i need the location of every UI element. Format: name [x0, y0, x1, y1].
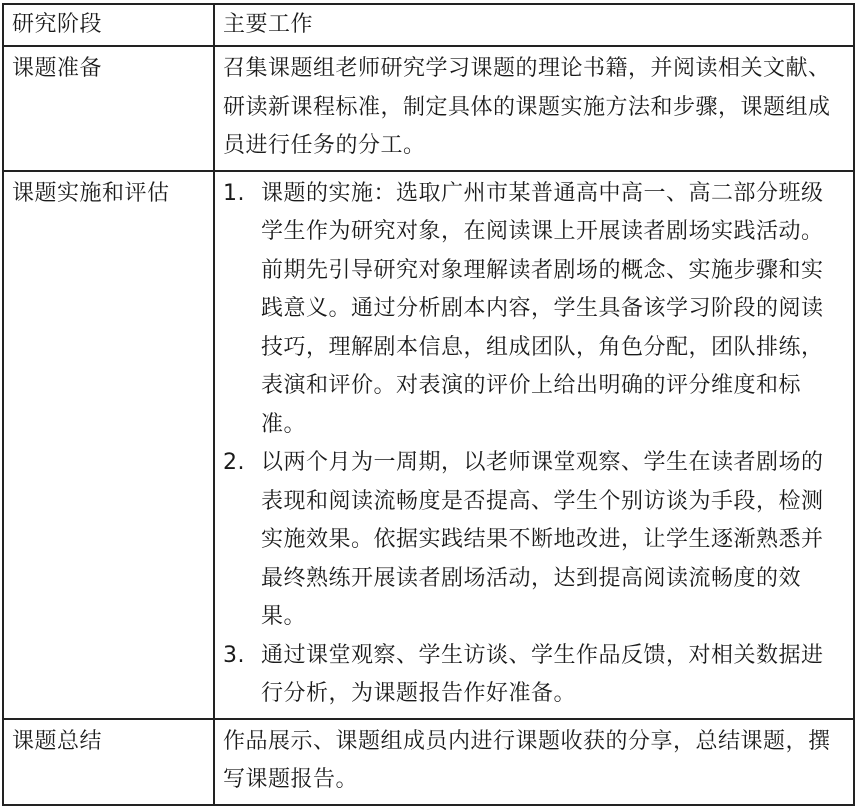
list-item-text: 以两个月为一周期，以老师课堂观察、学生在读者剧场的表现和阅读流畅度是否提高、学生个别访谈为手段，检测实施效果。依据实践结果不断地改进，让学生逐渐熟悉并最终熟练开展读者剧场活动，达到提高阅读流畅度的效果。 [261, 450, 824, 629]
work-cell: 召集课题组老师研究学习课题的理论书籍，并阅读相关文献、研读新课程标准，制定具体的课题实施方法和步骤，课题组成员进行任务的分工。 [214, 46, 854, 171]
stage-cell: 课题总结 [3, 719, 214, 805]
work-cell [214, 171, 854, 719]
list-item [223, 444, 845, 637]
table-row-preparation [3, 46, 854, 171]
work-cell: 作品展示、课题组成员内进行课题收获的分享，总结课题，撰写课题报告。 [214, 719, 854, 805]
header-work: 主要工作 [214, 4, 854, 46]
stage-cell: 课题准备 [3, 46, 214, 171]
list-item [223, 637, 845, 714]
list-item-text: 通过课堂观察、学生访谈、学生作品反馈，对相关数据进行分析，为课题报告作好准备。 [261, 642, 824, 706]
stage-cell: 课题实施和评估 [3, 171, 214, 719]
list-item-number: 2. [223, 450, 245, 475]
list-item-number: 3. [223, 642, 245, 668]
table-row-summary [3, 719, 854, 805]
list-item-text: 课题的实施：选取广州市某普通高中高一、高二部分班级学生作为研究对象，在阅读课上开展读者剧场实践活动。前期先引导研究对象理解读者剧场的概念、实施步骤和实践意义。通过分析剧本内容，学生具备该学习阶段的阅读技巧，理解剧本信息，组成团队，角色分配，团队排练，表演和评价。对表演的评价上给出明确的评分维度和标准。 [261, 180, 824, 437]
table-header-row [3, 4, 854, 46]
research-stage-table [2, 3, 855, 806]
table-row-implementation [3, 171, 854, 719]
list-item-number: 1. [223, 180, 245, 206]
header-stage: 研究阶段 [3, 4, 214, 46]
work-item-list [223, 175, 845, 714]
list-item [223, 175, 845, 445]
